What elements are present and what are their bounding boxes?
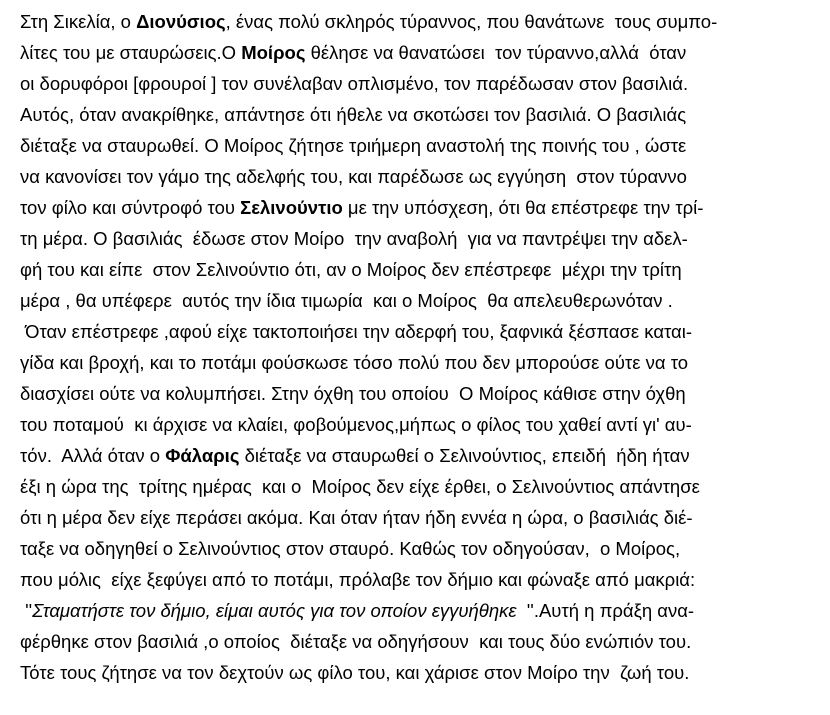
text-run: θέλησε να θανατώσει τον τύραννο,αλλά όταν — [305, 42, 687, 63]
text-run: γίδα και βροχή, και το ποτάμι φούσκωσε τόσο πολύ που δεν μπορούσε ούτε να το — [20, 352, 689, 373]
text-line — [20, 6, 822, 37]
text-run: ταξε να οδηγηθεί ο Σελινούντιος στον σταυρό. Καθώς τον οδηγούσαν, ο Μοίρος, — [20, 538, 681, 559]
text-line — [20, 254, 822, 285]
text-run: ότι η μέρα δεν είχε περάσει ακόμα. Και όταν ήταν ήδη εννέα η ώρα, ο βασιλιάς διέ- — [20, 507, 693, 528]
text-line — [20, 595, 822, 626]
text-run: φέρθηκε στον βασιλιά ,ο οποίος διέταξε να οδηγήσουν και τους δύο ενώπιόν του. — [20, 631, 692, 652]
bold-name: Διονύσιος — [136, 11, 226, 32]
text-run: οι δορυφόροι [φρουροί ] τον συνέλαβαν οπλισμένο, τον παρέδωσαν στον βασιλιά. — [20, 73, 689, 94]
text-line — [20, 99, 822, 130]
text-run: του ποταμού κι άρχισε να κλαίει, φοβούμενος,μήπως ο φίλος του χαθεί αντί γι' αυ- — [20, 414, 692, 435]
text-line — [20, 471, 822, 502]
text-run: διέταξε να σταυρωθεί ο Σελινούντιος, επειδή ήδη ήταν — [239, 445, 690, 466]
text-line — [20, 564, 822, 595]
text-line — [20, 626, 822, 657]
bold-name: Φάλαρις — [165, 445, 240, 466]
bold-name: Μοίρος — [241, 42, 306, 63]
text-run: έξι η ώρα της τρίτης ημέρας και ο Μοίρος δεν είχε έρθει, ο Σελινούντιος απάντησε — [20, 476, 700, 497]
text-run: να κανονίσει τον γάμο της αδελφής του, και παρέδωσε ως εγγύηση στον τύραννο — [20, 166, 687, 187]
text-run: Όταν επέστρεφε ,αφού είχε τακτοποιήσει την αδερφή του, ξαφνικά ξέσπασε καται- — [20, 321, 693, 342]
text-line — [20, 533, 822, 564]
text-line — [20, 378, 822, 409]
text-line — [20, 192, 822, 223]
text-run: φή του και είπε στον Σελινούντιο ότι, αν ο Μοίρος δεν επέστρεφε μέχρι την τρίτη — [20, 259, 682, 280]
text-line — [20, 657, 822, 688]
text-line — [20, 68, 822, 99]
text-line — [20, 223, 822, 254]
text-line — [20, 161, 822, 192]
text-run: με την υπόσχεση, ότι θα επέστρεφε την τρί- — [342, 197, 704, 218]
text-run: Τότε τους ζήτησε να τον δεχτούν ως φίλο του, και χάρισε στον Μοίρο την ζωή του. — [20, 662, 690, 683]
text-run: '' — [20, 600, 33, 621]
text-run: λίτες του με σταυρώσεις.Ο — [20, 42, 242, 63]
text-run: που μόλις είχε ξεφύγει από το ποτάμι, πρόλαβε τον δήμιο και φώναξε από μακριά: — [20, 569, 696, 590]
text-run: τόν. Αλλά όταν ο — [20, 445, 166, 466]
paragraph-body — [20, 6, 822, 688]
bold-name: Σελινούντιο — [240, 197, 343, 218]
text-run: μέρα , θα υπέφερε αυτός την ίδια τιμωρία και ο Μοίρος θα απελευθερωνόταν . — [20, 290, 673, 311]
text-line — [20, 347, 822, 378]
text-line — [20, 316, 822, 347]
text-run: , ένας πολύ σκληρός τύραννος, που θανάτωνε τους συμπο- — [225, 11, 718, 32]
text-line — [20, 37, 822, 68]
text-run: τον φίλο και σύντροφό του — [20, 197, 241, 218]
text-line — [20, 285, 822, 316]
text-run: διασχίσει ούτε να κολυμπήσει. Στην όχθη του οποίου Ο Μοίρος κάθισε στην όχθη — [20, 383, 686, 404]
text-line — [20, 130, 822, 161]
text-line — [20, 502, 822, 533]
text-run: διέταξε να σταυρωθεί. Ο Μοίρος ζήτησε τριήμερη αναστολή της ποινής του , ώστε — [20, 135, 687, 156]
italic-quote: Σταματήστε τον δήμιο, είμαι αυτός για τον οποίον εγγυήθηκε — [32, 600, 522, 621]
text-line — [20, 440, 822, 471]
text-line — [20, 409, 822, 440]
text-run: ''.Αυτή η πράξη ανα- — [521, 600, 695, 621]
text-run: τη μέρα. Ο βασιλιάς έδωσε στον Μοίρο την αναβολή για να παντρέψει την αδελ- — [20, 228, 688, 249]
text-run: Αυτός, όταν ανακρίθηκε, απάντησε ότι ήθελε να σκοτώσει τον βασιλιά. Ο βασιλιάς — [20, 104, 687, 125]
text-run: Στη Σικελία, ο — [20, 11, 137, 32]
